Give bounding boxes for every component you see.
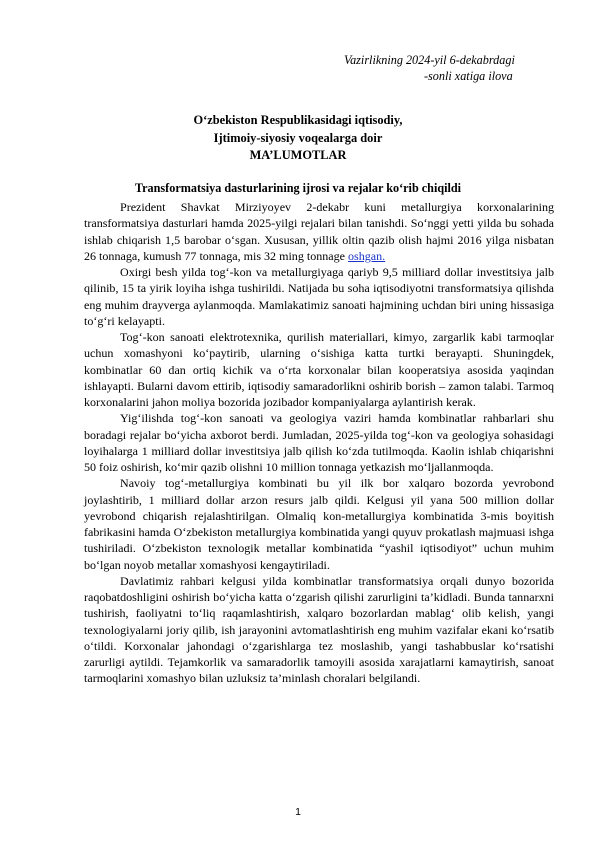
document-heading	[0, 112, 596, 165]
heading-line-1: O‘zbekiston Respublikasidagi iqtisodiy,	[193, 113, 403, 127]
paragraph-2: Oxirgi besh yilda tog‘-kon va metallurgiyaga qariyb 9,5 milliard dollar investitsiya jalb qilinib, 15 ta yirik loyiha ishga tushirildi. Natijada bu soha iqtisodiyotni transformatsiya qilishda eng muhim drayverga aylanmoqda. Mamlakatimiz sanoati hajmining uchdan biri uning hissasiga to‘g‘ri kelayapti.	[84, 265, 554, 328]
page-number: 1	[295, 806, 301, 818]
paragraph-4: Yig‘ilishda tog‘-kon sanoati va geologiya vaziri hamda kombinatlar rahbarlari shu boradagi rejalar bo‘yicha axborot berdi. Jumladan, 2025-yilda tog‘-kon va geologiya sohasidagi loyihalarga 1 milliard dollar investitsiya jalb qilish ko‘zda tutilmoqda. Kaolin ishlab chiqarishni 50 foiz oshirish, ko‘mir qazib olishni 10 million tonnaga yetkazish mo‘ljallanmoqda.	[84, 411, 554, 474]
document-body	[84, 199, 554, 687]
paragraph-5: Navoiy tog‘-metallurgiya kombinati bu yil ilk bor xalqaro bozorda yevrobond joylashtirib, 1 milliard dollar arzon resurs jalb qildi. Kelgusi yil yana 500 million dollar yevrobond chiqarish rejalashtirilgan. Olmaliq kon-metallurgiya kombinatida 3-mis boyitish fabrikasini hamda O‘zbekiston metallurgiya kombinatida yangi quyuv prokatlash majmuasi ishga tushiriladi. O‘zbekiston texnologik metallar kombinatida “yashil iqtisodiyot” uchun muhim bo‘lgan noyob metallar xomashyosi kengaytiriladi.	[84, 476, 554, 572]
annex-line-2: -sonli xatiga ilova	[424, 69, 513, 83]
annex-line-1: Vazirlikning 2024-yil 6-dekabrdagi	[344, 53, 515, 67]
paragraph-1	[84, 199, 554, 264]
section-title: Transformatsiya dasturlarining ijrosi va rejalar ko‘rib chiqildi	[134, 181, 462, 195]
heading-line-2: Ijtimoiy-siyosiy voqealarga doir	[213, 130, 383, 145]
paragraph-6: Davlatimiz rahbari kelgusi yilda kombinatlar transformatsiya orqali dunyo bozorida raqobatdoshligini oshirish bo‘yicha katta o‘zgarish qilishi zarurligini ta’kidladi. Bunda tannarxni tushirish, faoliyatni to‘liq raqamlashtirish, xalqaro bozorlardan mablag‘ olib kelish, yangi texnologiyalarni joriy qilib, ish jarayonini avtomatlashtirish eng muhim vazifalar ekani ko‘rsatib o‘tildi. Korxonalar jahondagi o‘zgarishlarga tez moslashib, yangi tashabbuslar ko‘rsatishi zarurligi aytildi. Tejamkorlik va samaradorlik tamoyili asosida xarajatlarni kamaytirish, sanoat tarmoqlarini xomashyo bilan uzluksiz ta’minlash choralari belgilandi.	[84, 573, 554, 686]
paragraph-1-text: Prezident Shavkat Mirziyoyev 2-dekabr kuni metallurgiya korxonalarining transformatsiya dasturlari hamda 2025-yilgi rejalari bilan tanishdi. So‘nggi yetti yilda bu sohada ishlab chiqarish 1,5 barobar o‘sgan. Xususan, yillik oltin qazib olish hajmi 2016 yilga nisbatan 26 tonnaga, kumush 77 tonnaga, mis 32 ming tonnage	[84, 200, 554, 263]
annex-note	[330, 52, 570, 84]
heading-line-3: MA’LUMOTLAR	[249, 148, 347, 162]
paragraph-3: Tog‘-kon sanoati elektrotexnika, qurilish materiallari, kimyo, zargarlik kabi tarmoqlar uchun xomashyoni ko‘paytirib, ularning o‘sishiga katta turtki berayapti. Shuningdek, kombinatlar 60 dan ortiq kichik va o‘rta korxonalar bilan kooperatsiya asosida yaqindan ishlayapti. Bularni davom ettirib, iqtisodiy samaradorlikni oshirib borish – zamon talabi. Tarmoq korxonalarini jahon moliya bozorida jozibador kompaniyalarga aylantirish kerak.	[84, 330, 554, 409]
oshgan-link[interactable]: oshgan.	[348, 248, 386, 263]
